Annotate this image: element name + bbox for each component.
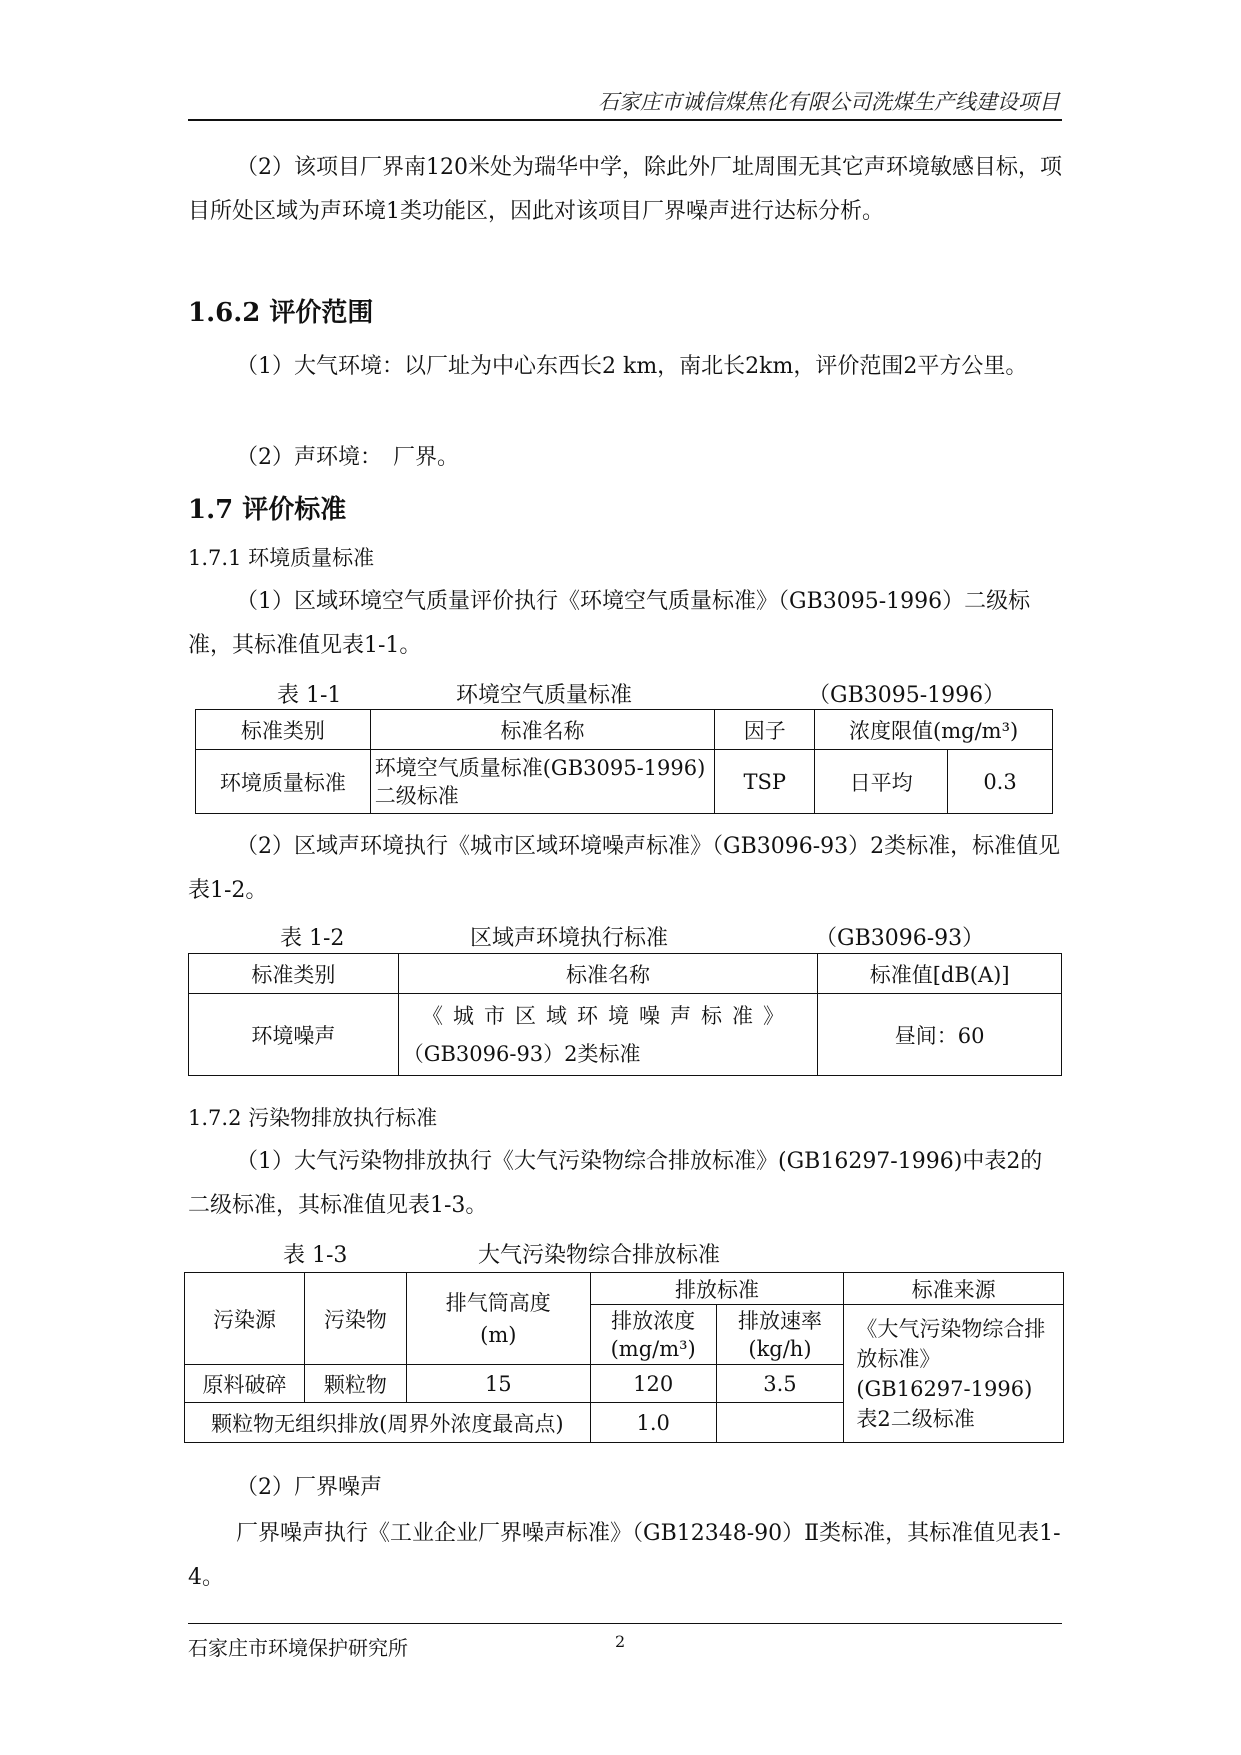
table3-caption-number: 表 1-3	[283, 1243, 348, 1268]
heading-1-7-2: 1.7.2 污染物排放执行标准	[188, 1106, 438, 1130]
header-rule	[188, 119, 1062, 121]
table3-header-conc-unit: (mg/m³)	[610, 1336, 696, 1361]
table3-cell-fugitive-label: 颗粒物无组织排放(周界外浓度最高点)	[185, 1403, 591, 1443]
table3-header-conc	[590, 1305, 716, 1365]
table3-header-rate	[716, 1305, 844, 1365]
table2-header-category: 标准类别	[189, 954, 399, 994]
table2-caption-standard: （GB3096-93）	[815, 926, 985, 951]
table3-header-emission: 排放标准	[590, 1273, 844, 1305]
table2-caption-title: 区域声环境执行标准	[470, 926, 669, 951]
table-1-1	[195, 709, 1053, 814]
heading-1-7: 1.7 评价标准	[188, 495, 347, 525]
table3-cell-fugitive-conc: 1.0	[590, 1403, 716, 1443]
table3-header-row-1	[185, 1273, 1064, 1305]
table2-cell-name-line1: 《城市区域环境噪声标准》	[421, 1003, 794, 1028]
table3-header-pollutant: 污染物	[304, 1273, 406, 1365]
page-number: 2	[615, 1632, 626, 1651]
paragraph-air-quality-standard: （1）区域环境空气质量评价执行《环境空气质量标准》（GB3095-1996）二级标准，其标准值见表1-1。	[188, 589, 1031, 658]
table1-header-row	[196, 710, 1053, 750]
running-header: 石家庄市诚信煤焦化有限公司洗煤生产线建设项目	[598, 90, 1060, 114]
table2-header-name: 标准名称	[398, 954, 818, 994]
table-1-3	[184, 1272, 1064, 1443]
table1-header-limit: 浓度限值(mg/m³)	[815, 710, 1053, 750]
table3-caption-title: 大气污染物综合排放标准	[478, 1243, 721, 1268]
paragraph-noise-standard: （2）区域声环境执行《城市区域环境噪声标准》（GB3096-93）2类标准，标准值见表1-2。	[188, 834, 1061, 903]
paragraph-sensitive-target: （2）该项目厂界南120米处为瑞华中学，除此外厂址周围无其它声环境敏感目标，项目所处区域为声环境1类功能区，因此对该项目厂界噪声进行达标分析。	[188, 155, 1062, 224]
table1-cell-period: 日平均	[815, 750, 948, 814]
table2-cell-value: 昼间：60	[818, 994, 1062, 1076]
table3-cell-conc: 120	[590, 1365, 716, 1403]
paragraph-boundary-noise-heading: （2）厂界噪声	[236, 1475, 382, 1500]
table3-cell-rate: 3.5	[716, 1365, 844, 1403]
paragraph-boundary-noise-standard: 厂界噪声执行《工业企业厂界噪声标准》（GB12348-90）Ⅱ类标准，其标准值见表1-4。	[188, 1521, 1061, 1590]
table3-header-height-label: 排气筒高度	[445, 1290, 551, 1315]
table1-header-factor: 因子	[715, 710, 815, 750]
heading-1-6-2: 1.6.2 评价范围	[188, 298, 374, 328]
table3-header-height-unit: (m)	[480, 1322, 517, 1347]
table3-header-ref: 标准来源	[844, 1273, 1064, 1305]
table1-cell-name: 环境空气质量标准(GB3095-1996)二级标准	[370, 750, 715, 814]
table2-cell-category: 环境噪声	[189, 994, 399, 1076]
table1-cell-value: 0.3	[948, 750, 1053, 814]
heading-1-7-1: 1.7.1 环境质量标准	[188, 546, 375, 570]
table3-header-conc-label: 排放浓度	[611, 1308, 696, 1333]
table2-header-row	[189, 954, 1062, 994]
table-row	[196, 750, 1053, 814]
table1-caption-standard: （GB3095-1996）	[808, 683, 1006, 708]
paragraph-noise-range: （2）声环境： 厂界。	[236, 445, 459, 470]
table1-caption-number: 表 1-1	[277, 683, 342, 708]
table3-cell-ref: 《大气污染物综合排放标准》(GB16297-1996)表2二级标准	[844, 1305, 1064, 1443]
table1-header-name: 标准名称	[370, 710, 715, 750]
table2-cell-name-line2: （GB3096-93）2类标准	[402, 1041, 641, 1066]
table3-header-rate-label: 排放速率	[737, 1308, 822, 1333]
table2-caption-number: 表 1-2	[280, 926, 345, 951]
paragraph-air-range: （1）大气环境：以厂址为中心东西长2 km，南北长2km，评价范围2平方公里。	[236, 354, 1028, 379]
table2-header-value: 标准值[dB(A)]	[818, 954, 1062, 994]
table2-cell-name	[398, 994, 818, 1076]
table3-cell-pollutant: 颗粒物	[304, 1365, 406, 1403]
table1-caption-title: 环境空气质量标准	[456, 683, 633, 708]
table3-header-source: 污染源	[185, 1273, 305, 1365]
table3-cell-height: 15	[406, 1365, 590, 1403]
table3-header-rate-unit: (kg/h)	[748, 1336, 812, 1361]
table1-header-category: 标准类别	[196, 710, 371, 750]
table1-cell-factor: TSP	[715, 750, 815, 814]
footer-rule	[188, 1623, 1062, 1624]
table-1-2	[188, 953, 1062, 1076]
paragraph-air-emission-standard: （1）大气污染物排放执行《大气污染物综合排放标准》(GB16297-1996)中表2的二级标准，其标准值见表1-3。	[188, 1149, 1043, 1218]
table3-cell-source: 原料破碎	[185, 1365, 305, 1403]
table1-cell-category: 环境质量标准	[196, 750, 371, 814]
table3-header-height	[406, 1273, 590, 1365]
footer-organization: 石家庄市环境保护研究所	[188, 1636, 408, 1660]
table3-cell-fugitive-rate	[716, 1403, 844, 1443]
table-row	[189, 994, 1062, 1076]
